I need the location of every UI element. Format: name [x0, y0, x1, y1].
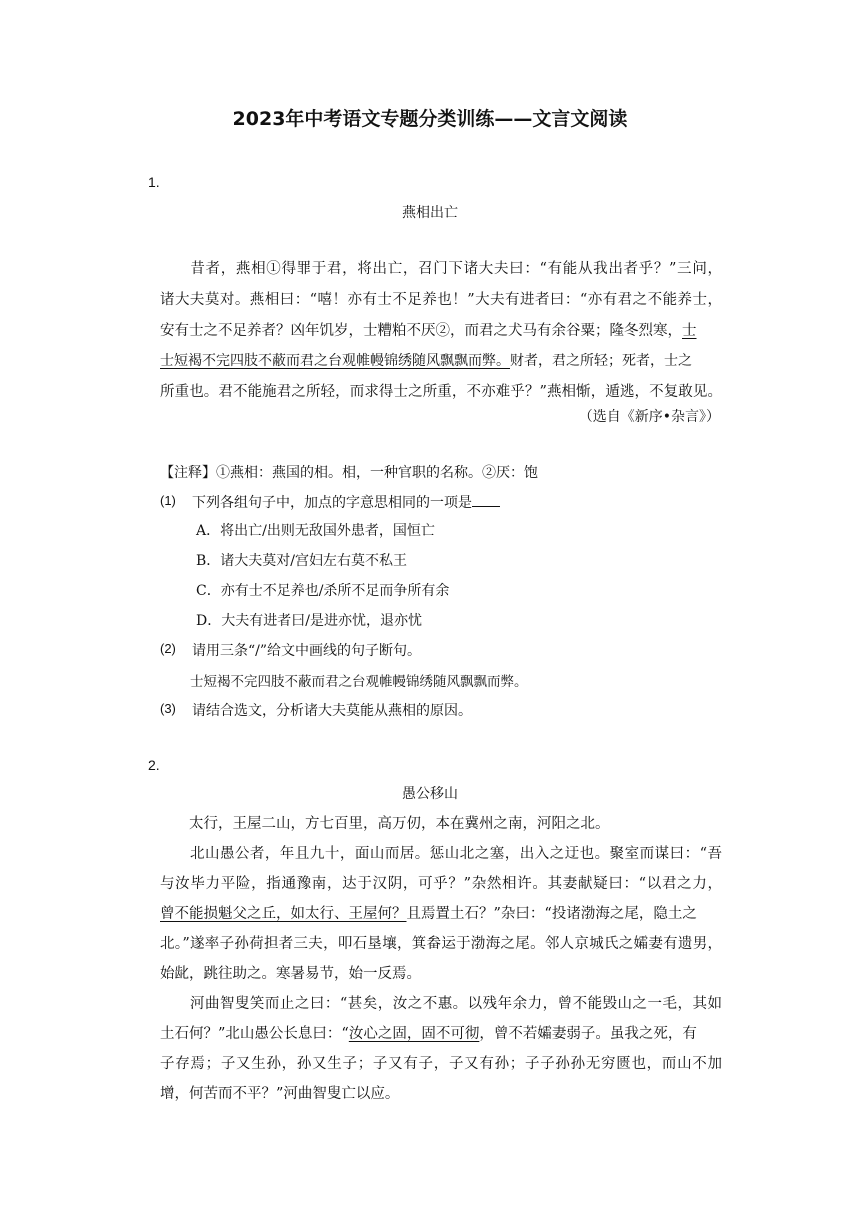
option-b: B．诸大夫莫对/宫妇左右莫不私王 [196, 553, 408, 569]
question-number-2: 2. [148, 757, 160, 773]
sub-question-text: 请用三条“/”给文中画线的句子断句。 [192, 643, 422, 659]
source-citation: （选自《新序•杂言》） [578, 409, 720, 425]
answer-blank[interactable] [472, 492, 500, 507]
passage-line: 河曲智叟笑而止之曰：“甚矣，汝之不惠。以残年余力，曾不能毁山之一毛，其如 [160, 996, 722, 1012]
option-d: D．大夫有进者曰/是进亦忧，退亦忧 [196, 613, 422, 629]
sub-question-text: 请结合选文，分析诸大夫莫能从燕相的原因。 [192, 703, 472, 719]
sub-question-number: (2) [160, 641, 176, 656]
passage-line [160, 319, 722, 340]
passage-line [160, 350, 722, 370]
passage-text: 财者，君之所轻；死者，士之 [510, 353, 692, 369]
page-title: 2023年中考语文专题分类训练——文言文阅读 [232, 108, 628, 130]
sub-question-text: 下列各组句子中，加点的字意思相同的一项是 [192, 492, 500, 512]
passage-line: 昔者，燕相①得罪于君，将出亡，召门下诸大夫曰：“有能从我出者乎？”三问， [160, 261, 722, 277]
passage-line [160, 1022, 722, 1043]
annotation-note: 【注释】①燕相：燕国的相。相，一种官职的名称。②厌：饱 [160, 465, 538, 481]
underlined-text: 士 [682, 323, 697, 339]
passage-title-2: 愚公移山 [402, 786, 458, 802]
passage-text: 土石何？”北山愚公长息曰：“ [160, 1026, 349, 1042]
underlined-sentence: 士短褐不完四肢不蔽而君之台观帷幔锦绣随风飘飘而弊。 [160, 353, 510, 369]
passage-line: 增，何苦而不平？”河曲智叟亡以应。 [160, 1086, 400, 1102]
option-a: A．将出亡/出则无敌国外患者，国恒亡 [196, 523, 435, 539]
option-c: C．亦有士不足养也/杀所不足而争所有余 [196, 583, 450, 599]
underlined-sentence: 汝心之固，固不可彻 [348, 1026, 480, 1042]
passage-title-1: 燕相出亡 [402, 205, 458, 221]
question-number-1: 1. [148, 174, 160, 190]
underlined-sentence: 曾不能损魁父之丘，如太行、王屋何？ [160, 906, 407, 922]
sentence-to-punctuate: 士短褐不完四肢不蔽而君之台观帷幔锦绣随风飘飘而弊。 [190, 674, 528, 690]
passage-line: 始龀，跳往助之。寒暑易节，始一反焉。 [160, 966, 421, 982]
sub-question-number: (3) [160, 701, 176, 716]
passage-line: 太行，王屋二山，方七百里，高万仞，本在冀州之南，河阳之北。 [160, 816, 610, 832]
passage-text: 安有士之不足养者？凶年饥岁，士糟粕不厌②，而君之犬马有余谷粟；隆冬烈寒， [160, 323, 682, 339]
passage-text: 且焉置土石？”杂曰：“投诸渤海之尾，隐土之 [406, 906, 697, 922]
passage-line: 所重也。君不能施君之所轻，而求得士之所重，不亦难乎？”燕相惭，遁逃，不复敢见。 [160, 384, 722, 400]
passage-line: 北。”遂率子孙荷担者三夫，叩石垦壤，箕畚运于渤海之尾。邻人京城氏之孀妻有遗男， [160, 936, 722, 952]
passage-line: 诸大夫莫对。燕相曰：“嘻！亦有士不足养也！”大夫有进者曰：“亦有君之不能养士， [160, 292, 722, 308]
passage-line: 与汝毕力平险，指通豫南，达于汉阴，可乎？”杂然相许。其妻献疑曰：“以君之力， [160, 876, 722, 892]
passage-line: 子存焉；子又生孙，孙又生子；子又有子，子又有孙；子子孙孙无穷匮也，而山不加 [160, 1056, 722, 1072]
passage-text: ，曾不若孀妻弱子。虽我之死，有 [479, 1026, 697, 1042]
sub-question-number: (1) [160, 493, 176, 508]
passage-line [160, 902, 722, 923]
passage-line: 北山愚公者，年且九十，面山而居。惩山北之塞，出入之迂也。聚室而谋曰：“吾 [160, 846, 722, 862]
